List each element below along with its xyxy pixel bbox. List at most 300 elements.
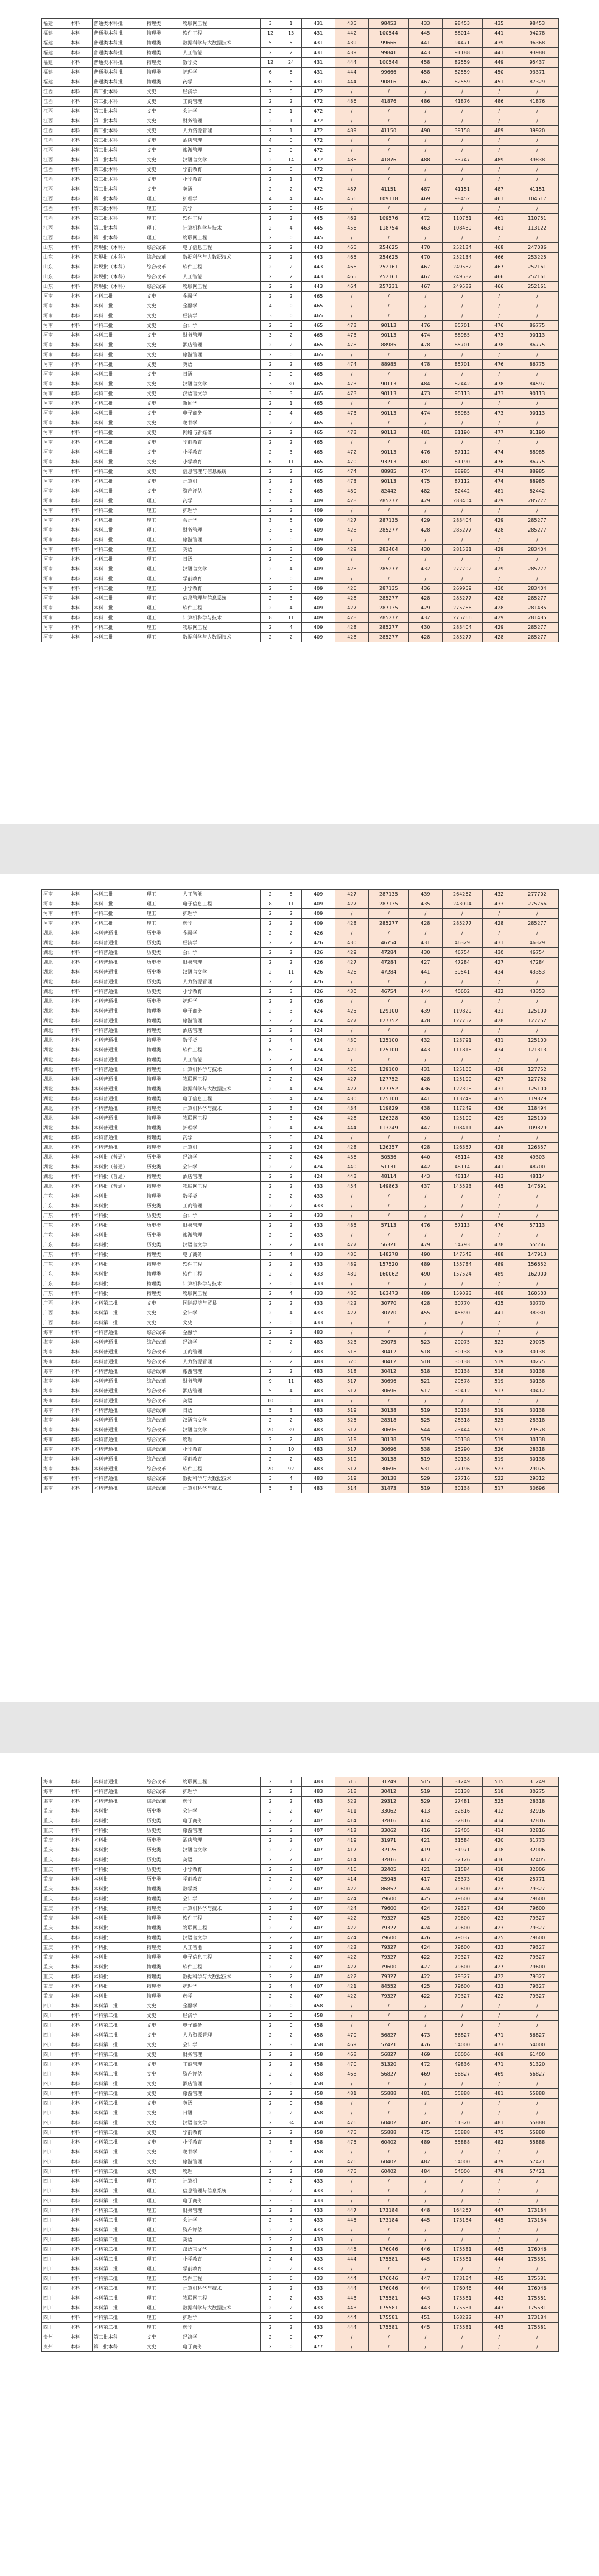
table-cell: 综合改革 (145, 1464, 181, 1474)
table-cell: 2 (281, 1914, 301, 1923)
table-cell: 253225 (516, 253, 558, 262)
table-cell: 2 (260, 2206, 281, 2216)
table-cell: 443 (335, 2293, 368, 2303)
table-cell: 472 (301, 184, 335, 194)
table-cell: 本科 (69, 1875, 92, 1884)
table-cell: 30138 (442, 1787, 482, 1797)
table-cell: / (442, 506, 482, 516)
table-row (42, 2196, 559, 2206)
table-cell: 431 (301, 38, 335, 48)
table-cell: 79600 (442, 1914, 482, 1923)
table-cell: / (516, 1055, 558, 1065)
table-cell: / (408, 2342, 442, 2352)
table-cell: 285277 (516, 525, 558, 535)
table-row (42, 1982, 559, 1992)
table-cell: 物理类 (145, 1045, 181, 1055)
table-cell: 本科 (69, 2001, 92, 2011)
table-row (42, 2225, 559, 2235)
table-row (42, 107, 559, 116)
table-cell: 1 (281, 175, 301, 184)
table-cell: 2 (260, 2099, 281, 2108)
table-cell: 13 (281, 29, 301, 38)
table-cell: 472 (301, 155, 335, 165)
table-cell: 435 (482, 1094, 516, 1104)
table-cell: 476 (335, 2118, 368, 2128)
table-cell: / (368, 350, 408, 360)
table-row (42, 350, 559, 360)
table-cell: 409 (301, 633, 335, 642)
table-cell: 物理类 (145, 1104, 181, 1114)
table-cell: 2 (260, 1953, 281, 1962)
table-cell: 443 (482, 2303, 516, 2313)
table-cell: 2 (281, 1162, 301, 1172)
table-cell: 本科批 (92, 1962, 145, 1972)
table-cell: 3 (281, 594, 301, 603)
table-cell: 理工 (145, 506, 181, 516)
table-cell: 56827 (516, 2030, 558, 2040)
table-cell: 本科二批 (92, 613, 145, 623)
table-cell: 4 (260, 301, 281, 311)
table-cell: 2 (281, 262, 301, 272)
table-cell: 433 (301, 1269, 335, 1279)
table-cell: / (516, 1328, 558, 1338)
table-cell: 427 (335, 1075, 368, 1084)
table-cell: 本科二批 (92, 574, 145, 584)
table-cell: / (368, 1396, 408, 1406)
table-cell: 283404 (442, 623, 482, 633)
table-cell: 424 (301, 1133, 335, 1143)
table-cell: 本科批 (92, 1992, 145, 2001)
table-cell: / (442, 116, 482, 126)
table-cell: 本科批 (92, 1260, 145, 1269)
table-cell: 护理学 (181, 997, 260, 1006)
table-row (42, 1406, 559, 1416)
table-cell: 285277 (368, 594, 408, 603)
table-cell: 447 (482, 2206, 516, 2216)
table-cell: 综合改革 (145, 1484, 181, 1493)
table-cell: 56827 (442, 2069, 482, 2079)
table-cell: 人工智能 (181, 1943, 260, 1953)
table-cell: 文史 (145, 399, 181, 409)
table-cell: 285277 (368, 613, 408, 623)
table-row (42, 1308, 559, 1318)
table-cell: 520 (335, 1357, 368, 1367)
table-cell: 第二批本科 (92, 146, 145, 155)
table-cell: 30138 (516, 1367, 558, 1377)
table-cell: 本科 (69, 2293, 92, 2303)
table-cell: 254625 (368, 243, 408, 253)
table-cell: 软件工程 (181, 1269, 260, 1279)
table-cell: 江西 (42, 175, 69, 184)
table-cell: 9 (260, 1377, 281, 1386)
table-cell: 重庆 (42, 1855, 69, 1865)
table-cell: 2 (260, 477, 281, 486)
table-cell: 普通类本科批 (92, 38, 145, 48)
table-cell: 本科二批 (92, 399, 145, 409)
table-cell: 酒店管理 (181, 1386, 260, 1396)
table-cell: 90816 (368, 77, 408, 87)
table-cell: 90113 (442, 389, 482, 399)
table-cell: 软件工程 (181, 2274, 260, 2284)
table-cell: 本科 (69, 890, 92, 899)
table-cell: 2 (281, 1153, 301, 1162)
table-cell: 江西 (42, 136, 69, 146)
table-cell: 30138 (368, 1474, 408, 1484)
table-cell: / (516, 1026, 558, 1036)
table-cell: 物联网工程 (181, 623, 260, 633)
table-cell: / (442, 418, 482, 428)
table-cell: 173184 (442, 2216, 482, 2225)
table-cell: / (335, 997, 368, 1006)
table-cell: 82442 (442, 486, 482, 496)
table-cell: 综合改革 (145, 262, 181, 272)
table-cell: 30412 (516, 1386, 558, 1396)
table-cell: 518 (408, 1357, 442, 1367)
table-cell: 理工 (145, 899, 181, 909)
table-cell: 473 (408, 389, 442, 399)
table-cell: 424 (301, 1065, 335, 1075)
table-cell: 4 (281, 1094, 301, 1104)
table-cell: 156652 (516, 1260, 558, 1269)
table-cell: 428 (335, 496, 368, 506)
table-cell: 文史 (145, 389, 181, 399)
table-cell: 本科 (69, 321, 92, 331)
table-row (42, 1289, 559, 1299)
table-cell: 127752 (516, 1065, 558, 1075)
table-cell: 27481 (442, 1797, 482, 1806)
table-cell: 5 (260, 38, 281, 48)
table-cell: 2 (260, 262, 281, 272)
table-cell: 本科 (69, 2313, 92, 2323)
table-cell: / (368, 165, 408, 175)
table-cell: 427 (335, 1084, 368, 1094)
table-cell: 河南 (42, 574, 69, 584)
table-cell: 0 (281, 2342, 301, 2352)
table-cell: / (335, 1318, 368, 1328)
table-cell: 86775 (516, 340, 558, 350)
table-cell: 5 (281, 516, 301, 525)
table-cell: 145523 (442, 1182, 482, 1191)
table-cell: 82442 (516, 486, 558, 496)
table-cell: 普通类本科批 (92, 29, 145, 38)
table-cell: 471 (482, 2030, 516, 2040)
table-cell: 0 (281, 2001, 301, 2011)
table-cell: 175581 (516, 2303, 558, 2313)
table-cell: / (408, 438, 442, 447)
table-cell: 常规批（本科） (92, 282, 145, 292)
table-cell: 430 (335, 1094, 368, 1104)
table-cell: 264262 (442, 890, 482, 899)
table-cell: 本科 (69, 2332, 92, 2342)
table-cell: / (482, 292, 516, 301)
table-cell: 本科二批 (92, 360, 145, 370)
table-cell: / (516, 2332, 558, 2342)
table-cell: 450 (482, 68, 516, 77)
table-cell: 488 (482, 1289, 516, 1299)
table-cell: 本科批 (92, 1923, 145, 1933)
table-cell: 数据科学与大数据技术 (181, 633, 260, 642)
table-cell: 2 (281, 1211, 301, 1221)
table-cell: / (408, 2011, 442, 2021)
table-cell: 473 (482, 2040, 516, 2050)
table-cell: 本科第二批 (92, 2216, 145, 2225)
table-cell: 3 (260, 389, 281, 399)
table-cell: 478 (335, 340, 368, 350)
table-cell: 理工 (145, 603, 181, 613)
table-cell: / (408, 1201, 442, 1211)
table-cell: 489 (408, 1260, 442, 1269)
table-cell: 409 (301, 506, 335, 516)
table-cell: 479 (482, 2167, 516, 2177)
table-cell: 1 (281, 126, 301, 136)
table-cell: 483 (301, 1797, 335, 1806)
table-cell: 39158 (442, 126, 482, 136)
table-cell: 126357 (368, 1143, 408, 1153)
table-cell: 147913 (516, 1250, 558, 1260)
table-cell: 2 (260, 1260, 281, 1269)
table-cell: 物理类 (145, 58, 181, 68)
table-cell: 422 (408, 1953, 442, 1962)
table-cell: / (368, 1279, 408, 1289)
table-cell: 物理类 (145, 1943, 181, 1953)
table-cell: 2 (260, 928, 281, 938)
table-row (42, 919, 559, 928)
table-cell: 422 (335, 1972, 368, 1982)
table-cell: 2 (281, 1172, 301, 1182)
table-cell: 四川 (42, 2303, 69, 2313)
table-cell: 465 (301, 418, 335, 428)
table-cell: 本科普通批 (92, 1006, 145, 1016)
table-cell: 河南 (42, 890, 69, 899)
table-cell: 数据科学与大数据技术 (181, 2303, 260, 2313)
table-cell: 48114 (442, 1153, 482, 1162)
table-cell: 本科 (69, 389, 92, 399)
table-cell: 2 (260, 340, 281, 350)
table-cell: 5 (260, 1386, 281, 1396)
table-row (42, 2332, 559, 2342)
table-cell: / (516, 2264, 558, 2274)
table-cell: 文史 (145, 2089, 181, 2099)
table-cell: 本科批 (92, 1982, 145, 1992)
table-cell: 本科 (69, 477, 92, 486)
table-cell: 467 (408, 282, 442, 292)
table-cell: 98453 (516, 19, 558, 29)
table-cell: 本科 (69, 184, 92, 194)
table-cell: 25771 (516, 1875, 558, 1884)
table-cell: 79600 (368, 1904, 408, 1914)
table-cell: 429 (482, 613, 516, 623)
table-cell: 430 (482, 948, 516, 958)
table-cell: / (368, 301, 408, 311)
table-row (42, 146, 559, 155)
table-cell: 285277 (516, 564, 558, 574)
table-cell: 285277 (442, 594, 482, 603)
table-cell: 517 (335, 1377, 368, 1386)
table-cell: 6 (281, 2274, 301, 2284)
table-cell: 理工 (145, 2293, 181, 2303)
table-cell: 175581 (516, 2255, 558, 2264)
table-cell: / (482, 1026, 516, 1036)
table-cell: 2 (260, 967, 281, 977)
table-cell: 文史 (145, 370, 181, 379)
table-cell: 本科普通批 (92, 1114, 145, 1123)
table-cell: 79327 (368, 1943, 408, 1953)
table-cell: / (408, 506, 442, 516)
table-cell: 金融学 (181, 301, 260, 311)
table-cell: 443 (482, 2293, 516, 2303)
table-cell: 本科第二批 (92, 2177, 145, 2186)
table-cell: 2 (281, 1875, 301, 1884)
table-cell: 25945 (368, 1875, 408, 1884)
table-row (42, 29, 559, 38)
table-cell: 444 (335, 77, 368, 87)
table-row (42, 2167, 559, 2177)
table-cell: 11 (281, 1377, 301, 1386)
table-cell: 477 (335, 1240, 368, 1250)
table-cell: 本科 (69, 68, 92, 77)
table-cell: 2 (281, 1826, 301, 1836)
table-cell: / (516, 1211, 558, 1221)
table-cell: 本科 (69, 1230, 92, 1240)
table-cell: 湖北 (42, 1026, 69, 1036)
table-cell: 文史 (145, 126, 181, 136)
table-cell: 3 (260, 2274, 281, 2284)
table-cell: 470 (408, 243, 442, 253)
table-cell: 文史 (145, 2021, 181, 2030)
table-cell: 431 (301, 77, 335, 87)
table-row (42, 321, 559, 331)
table-row (42, 1221, 559, 1230)
table-cell: 2 (260, 555, 281, 564)
table-cell: 湖北 (42, 1143, 69, 1153)
table-cell: / (442, 233, 482, 243)
table-cell: 本科 (69, 1953, 92, 1962)
table-cell: 468 (335, 2069, 368, 2079)
table-cell: 2 (260, 1894, 281, 1904)
table-cell: 433 (301, 1260, 335, 1269)
table-cell: 本科 (69, 1182, 92, 1191)
table-cell: 482 (408, 2157, 442, 2167)
table-row (42, 1445, 559, 1455)
table-cell: 汉语言文学 (181, 1416, 260, 1425)
table-cell: 计算机科学与技术 (181, 2284, 260, 2293)
table-cell: 本科普通批 (92, 967, 145, 977)
table-cell: 60402 (368, 2167, 408, 2177)
table-cell: 3 (260, 1114, 281, 1123)
table-cell: 本科第二批 (92, 2235, 145, 2245)
table-cell: / (335, 1026, 368, 1036)
table-cell: 423 (482, 1982, 516, 1992)
table-cell: 物联网工程 (181, 233, 260, 243)
table-cell: / (368, 574, 408, 584)
table-cell: 281531 (442, 545, 482, 555)
table-cell: 427 (335, 1308, 368, 1318)
table-cell: / (368, 2186, 408, 2196)
table-cell: 55888 (442, 2138, 482, 2147)
table-cell: / (335, 233, 368, 243)
table-cell: 普通类本科批 (92, 19, 145, 29)
table-cell: 79327 (516, 1923, 558, 1933)
table-cell: 2 (260, 506, 281, 516)
table-cell: 486 (335, 97, 368, 107)
table-cell: 486 (335, 155, 368, 165)
table-cell: 409 (301, 584, 335, 594)
table-cell: 小学教育 (181, 447, 260, 457)
table-cell: 428 (482, 603, 516, 613)
table-cell: / (335, 1230, 368, 1240)
table-cell: 86775 (516, 457, 558, 467)
table-cell: 本科批 (92, 1865, 145, 1875)
table-cell: 2 (260, 1816, 281, 1826)
table-cell: 443 (301, 282, 335, 292)
table-cell: 433 (301, 1211, 335, 1221)
table-row (42, 1933, 559, 1943)
table-cell: 488 (482, 1250, 516, 1260)
table-cell: 418 (482, 1865, 516, 1875)
table-row (42, 1338, 559, 1347)
table-cell: 本科第二批 (92, 2274, 145, 2284)
table-cell: 湖北 (42, 948, 69, 958)
table-cell: 119829 (442, 1006, 482, 1016)
table-cell: 2 (260, 496, 281, 506)
table-cell: 会计学 (181, 1211, 260, 1221)
table-cell: 443 (408, 1172, 442, 1182)
table-cell: 本科二批 (92, 525, 145, 535)
table-cell: 432 (408, 613, 442, 623)
table-cell: 485 (335, 1221, 368, 1230)
table-cell: 433 (301, 1201, 335, 1211)
table-cell: 47284 (368, 958, 408, 967)
table-cell: 407 (301, 1884, 335, 1894)
table-cell: 431 (482, 1006, 516, 1016)
table-cell: 本科 (69, 253, 92, 262)
table-cell: 529 (408, 1797, 442, 1806)
table-cell: 综合改革 (145, 1425, 181, 1435)
table-cell: / (482, 2079, 516, 2089)
table-cell: / (442, 311, 482, 321)
table-cell: 理工 (145, 613, 181, 623)
table-cell: 旅游管理 (181, 535, 260, 545)
table-cell: 四川 (42, 2030, 69, 2040)
table-cell: 四川 (42, 2128, 69, 2138)
table-cell: 本科 (69, 1026, 92, 1036)
table-cell: 本科第二批 (92, 2293, 145, 2303)
table-cell: 439 (335, 38, 368, 48)
table-cell: / (368, 233, 408, 243)
table-cell: 信息管理与信息系统 (181, 594, 260, 603)
table-cell: 物理类 (145, 1992, 181, 2001)
table-cell: 422 (335, 1884, 368, 1894)
table-cell: 119829 (516, 1094, 558, 1104)
table-cell: 56827 (516, 2069, 558, 2079)
table-cell: / (482, 2332, 516, 2342)
table-cell: 本科 (69, 1406, 92, 1416)
table-cell: 电子商务 (181, 2342, 260, 2352)
table-cell: 旅游管理 (181, 1367, 260, 1377)
table-cell: 本科 (69, 613, 92, 623)
table-cell: / (442, 2108, 482, 2118)
table-cell: 2 (260, 1875, 281, 1884)
table-cell: 456 (335, 223, 368, 233)
table-cell: 湖北 (42, 1045, 69, 1055)
table-row (42, 496, 559, 506)
table-cell: 普通类本科批 (92, 58, 145, 68)
table-cell: 四川 (42, 2138, 69, 2147)
table-cell: 文史 (145, 1308, 181, 1318)
table-cell: 430 (335, 938, 368, 948)
table-cell: 广东 (42, 1230, 69, 1240)
table-cell: 福建 (42, 19, 69, 29)
